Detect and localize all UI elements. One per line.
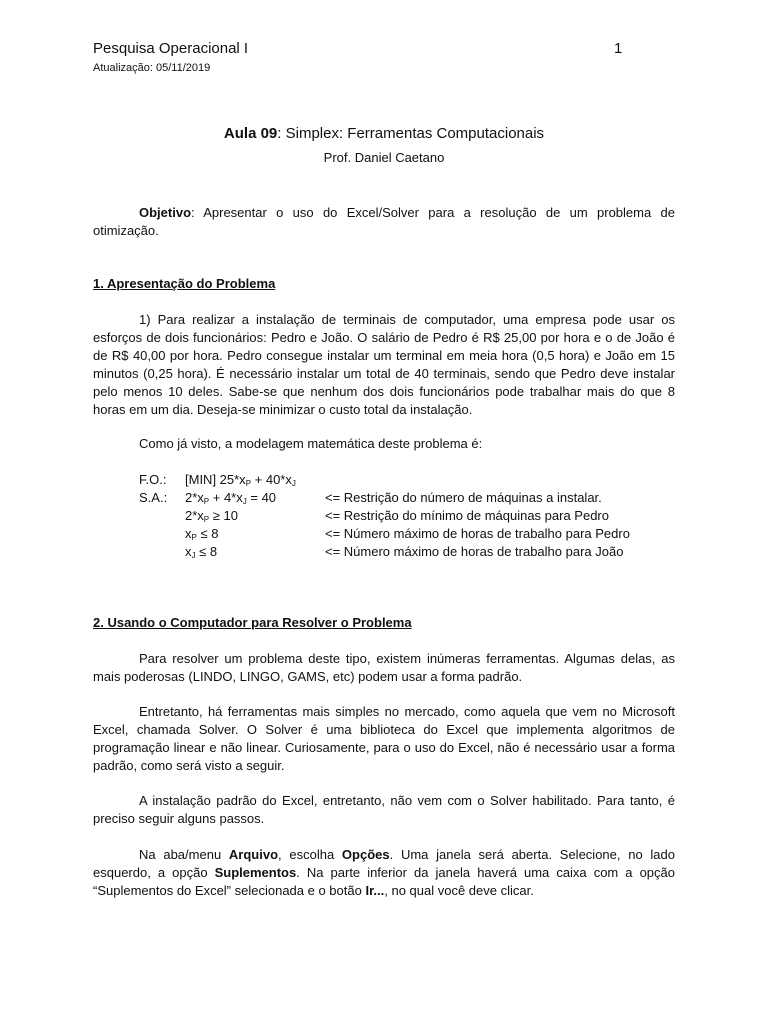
- menu-suplementos-label: Suplementos: [214, 865, 297, 880]
- objective-function-row: [139, 471, 699, 489]
- constraint-row: [139, 507, 699, 525]
- objective-paragraph: [93, 204, 675, 240]
- constraint-comment: <= Número máximo de horas de trabalho para Pedro: [325, 526, 630, 541]
- constraint-row: [139, 543, 699, 561]
- header-page-number: 1: [614, 40, 623, 57]
- constraint-expression: $2*x_P + 4*x_J = 40$: [185, 490, 277, 506]
- objective-label: Objetivo: [139, 205, 192, 220]
- sa-label: S.A.:: [139, 490, 168, 505]
- header-update-date: Atualização: 05/11/2019: [93, 62, 211, 74]
- constraint-row: [139, 489, 699, 507]
- constraint-comment: <= Restrição do mínimo de máquinas para Pedro: [325, 508, 609, 523]
- constraint-comment: <= Restrição do número de máquinas a instalar.: [325, 490, 602, 505]
- section-2-paragraph-4: Na aba/menu Arquivo, escolha Opções. Uma janela será aberta. Selecione, no lado esquerdo, a opção Suplementos. Na parte inferior da janela haverá uma caixa com a opção “Suplementos do Excel” selecionada e o botão Ir..., no qual você deve clicar.: [93, 847, 675, 898]
- button-ir-label: Ir...: [365, 883, 385, 898]
- constraint-expression: $x_J \le 8$: [185, 544, 218, 560]
- section-1-paragraph-1: 1) Para realizar a instalação de terminais de computador, uma empresa pode usar os esforços de dois funcionários: Pedro e João. O salário de Pedro é R$ 25,00 por hora e o de João é de R$ 40,00 por hora. Pedro consegue instalar um terminal em meia hora (0,5 hora) e João em 15 minutos (0,25 hora). É necessário instalar um total de 40 terminais, sendo que Pedro deve instalar pelo menos 10 deles. Sabe-se que nenhum dos dois funcionários pode trabalhar mais do que 8 horas em um dia. Deseja-se minimizar o custo total da instalação.: [93, 312, 675, 417]
- menu-arquivo-label: Arquivo: [228, 847, 279, 862]
- constraint-expression: $x_P \le 8$: [185, 526, 219, 542]
- section-2-paragraph-3: A instalação padrão do Excel, entretanto, não vem com o Solver habilitado. Para tanto, é preciso seguir alguns passos.: [93, 793, 675, 826]
- section-1-paragraph-2: Como já visto, a modelagem matemática deste problema é:: [139, 436, 483, 451]
- section-2-paragraph-1: Para resolver um problema deste tipo, existem inúmeras ferramentas. Algumas delas, as mais poderosas (LINDO, LINGO, GAMS, etc) podem usar a forma padrão.: [93, 651, 675, 684]
- fo-expression: [MIN] $25*x_P + 40*x_J$: [185, 472, 296, 488]
- lesson-title: [0, 125, 768, 142]
- menu-opcoes-label: Opções: [341, 847, 390, 862]
- math-model: [139, 471, 699, 561]
- lesson-title-rest: : Simplex: Ferramentas Computacionais: [277, 125, 545, 142]
- section-2-heading: 2. Usando o Computador para Resolver o Problema: [93, 615, 412, 630]
- constraint-row: [139, 525, 699, 543]
- objective-text: : Apresentar o uso do Excel/Solver para a resolução de um problema de otimização.: [93, 205, 675, 238]
- header-course-title: Pesquisa Operacional I: [93, 40, 249, 57]
- constraint-expression: $2*x_P \ge 10$: [185, 508, 238, 524]
- lesson-title-bold: Aula 09: [223, 125, 278, 142]
- section-2-paragraph-2: Entretanto, há ferramentas mais simples no mercado, como aquela que vem no Microsoft Excel, chamada Solver. O Solver é uma biblioteca do Excel que implementa algoritmos de programação linear e não linear. Curiosamente, para o uso do Excel, não é necessário usar a forma padrão, como será visto a seguir.: [93, 704, 675, 773]
- constraint-comment: <= Número máximo de horas de trabalho para João: [325, 544, 624, 559]
- fo-label: F.O.:: [139, 472, 167, 487]
- section-1-heading: 1. Apresentação do Problema: [93, 276, 276, 291]
- professor-name: Prof. Daniel Caetano: [323, 150, 445, 165]
